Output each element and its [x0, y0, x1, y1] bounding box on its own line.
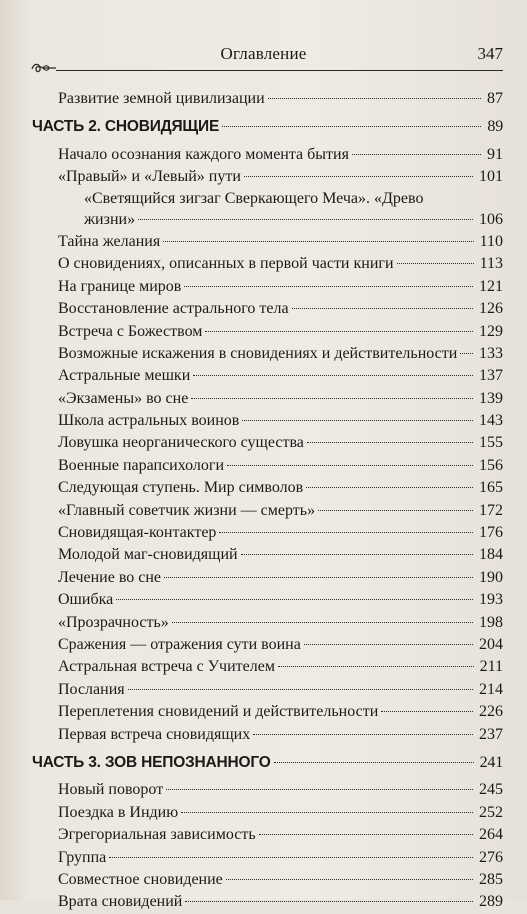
toc-entry-page: 172: [479, 501, 503, 519]
toc-entry: [32, 209, 503, 231]
toc-entry-page: 133: [479, 344, 503, 362]
toc-entry-title: Астральные мешки: [58, 367, 191, 385]
toc-entry-page: 165: [479, 479, 503, 497]
dot-leader: [166, 789, 473, 790]
dot-leader: [172, 622, 473, 623]
toc-entry-page: 139: [479, 389, 503, 407]
toc-entry-title: Совместное сновидение: [58, 870, 223, 888]
page-header: [24, 40, 503, 66]
header-rule: [56, 70, 503, 71]
toc-entry-page: 289: [479, 893, 503, 911]
toc-entry-title: Молодой маг-сновидящий: [58, 546, 238, 564]
toc-entry-page: 198: [479, 613, 503, 631]
dot-leader: [185, 901, 473, 902]
dot-leader: [116, 599, 473, 600]
dot-leader: [278, 666, 474, 667]
toc-entry-page: 190: [479, 568, 503, 586]
toc-entry-page: 285: [479, 870, 503, 888]
toc-entry-page: 91: [487, 145, 503, 163]
toc-entry-page: 193: [479, 591, 503, 609]
toc-entry: [32, 824, 503, 846]
toc-entry: [32, 88, 503, 110]
dot-leader: [181, 812, 473, 813]
dot-leader: [318, 510, 473, 511]
toc-entry-page: 87: [487, 90, 503, 107]
toc-entry: [32, 612, 503, 634]
toc-entry-title: Ловушка неорганического существа: [58, 434, 304, 452]
toc-entry-page: 176: [479, 524, 503, 542]
dot-leader: [304, 644, 473, 645]
toc-entry-title: Группа: [58, 848, 107, 866]
toc-entry-page: 237: [479, 725, 503, 743]
toc-entry-page: 126: [479, 300, 503, 318]
toc-entry-page: 184: [479, 546, 503, 564]
dot-leader: [242, 420, 473, 421]
toc-entry-title: «Правый» и «Левый» пути: [58, 168, 241, 186]
toc-entry: [32, 779, 503, 801]
dot-leader: [128, 689, 473, 690]
toc-entry-page: 245: [479, 781, 503, 799]
toc-entry: [32, 656, 503, 678]
toc-entry-page: 89: [487, 118, 503, 136]
dot-leader: [227, 465, 473, 466]
toc-entry-page: 226: [479, 703, 503, 721]
toc-entry-title: Следующая ступень. Мир символов: [58, 479, 304, 497]
toc-entry-title: Сражения — отражения сути воина: [58, 635, 301, 653]
dot-leader: [163, 241, 473, 242]
toc-entry-page: 156: [479, 456, 503, 474]
toc-entry-page: 137: [479, 367, 503, 385]
toc-entry-page: 264: [479, 826, 503, 844]
toc-entry-title: Встреча с Божеством: [58, 322, 203, 340]
toc-entry-page: 155: [479, 434, 503, 452]
toc-entry: [32, 253, 503, 275]
toc-entry: [32, 189, 503, 209]
toc-entry: [32, 522, 503, 544]
toc-entry: [32, 231, 503, 253]
dot-leader: [205, 331, 473, 332]
toc-entry: [32, 477, 503, 499]
toc-entry-title: Сновидящая-контактер: [58, 524, 217, 542]
toc-entry-title: Поездка в Индию: [58, 803, 179, 821]
dot-leader: [292, 308, 473, 309]
toc-entry: [32, 432, 503, 454]
toc-entry-page: 211: [479, 658, 503, 676]
toc-entry: [32, 321, 503, 343]
toc-entry-page: 106: [479, 210, 503, 228]
toc-entry: [32, 544, 503, 566]
toc-entry-title: Начало осознания каждого момента бытия: [58, 145, 349, 163]
toc-entry-page: 121: [479, 277, 503, 295]
dot-leader: [381, 711, 473, 712]
dot-leader: [244, 176, 473, 177]
toc-entry-title: «Прозрачность»: [58, 613, 169, 631]
dot-leader: [274, 762, 474, 763]
toc-entry-title: Восстановление астрального тела: [58, 300, 289, 318]
toc-entry-title: На границе миров: [58, 277, 182, 295]
toc-entry: [32, 388, 503, 410]
toc-entry: [32, 589, 503, 611]
toc-entry-title: «Экзамены» во сне: [58, 389, 189, 407]
toc-part-heading: [32, 752, 503, 774]
toc-entry-page: 214: [479, 680, 503, 698]
toc-entry-page: 204: [479, 635, 503, 653]
toc-entry: [32, 410, 503, 432]
dot-leader: [219, 532, 473, 533]
toc-entry: [32, 869, 503, 891]
toc-entry-title: Первая встреча сновидящих: [58, 725, 251, 743]
toc-entry-title: Астральная встреча с Учителем: [58, 658, 275, 676]
toc-entry-title: Переплетения сновидений и действительности: [58, 703, 379, 721]
toc-part-heading: [32, 116, 503, 138]
toc-entry: [32, 166, 503, 188]
toc-entry-title: Возможные искажения в сновидениях и действительности: [58, 344, 458, 362]
table-of-contents: [32, 88, 503, 914]
toc-entry-title: «Главный советчик жизни — смерть»: [58, 501, 316, 519]
toc-entry-page: 113: [479, 255, 503, 273]
dot-leader: [397, 263, 474, 264]
toc-entry-page: 101: [479, 168, 503, 186]
toc-entry: [32, 276, 503, 298]
toc-entry: [32, 679, 503, 701]
toc-entry: [32, 634, 503, 656]
dot-leader: [222, 126, 481, 127]
dot-leader: [307, 442, 473, 443]
toc-entry: [32, 567, 503, 589]
dot-leader: [138, 219, 473, 220]
toc-entry-page: 110: [479, 232, 503, 250]
toc-entry-page: 241: [479, 753, 503, 771]
dot-leader: [253, 734, 473, 735]
toc-entry: [32, 724, 503, 746]
toc-entry-title: Лечение во сне: [58, 568, 162, 586]
toc-entry-title: Послания: [58, 680, 125, 698]
toc-entry-title: О сновидениях, описанных в первой части книги: [58, 255, 394, 273]
toc-entry: [32, 455, 503, 477]
page-title: Оглавление: [220, 44, 307, 63]
dot-leader: [352, 154, 481, 155]
toc-entry-page: 143: [479, 412, 503, 430]
toc-entry: [32, 847, 503, 869]
toc-entry: [32, 144, 503, 166]
toc-entry-title: Военные парапсихологи: [58, 456, 225, 474]
dot-leader: [191, 398, 473, 399]
dot-leader: [193, 375, 473, 376]
toc-entry: [32, 365, 503, 387]
dot-leader: [109, 857, 473, 858]
toc-entry: [32, 802, 503, 824]
toc-entry-title: жизни»: [84, 210, 136, 228]
toc-entry: [32, 343, 503, 365]
toc-entry-title: Врата сновидений: [58, 893, 183, 911]
toc-entry-page: 252: [479, 803, 503, 821]
toc-entry-title: Новый поворот: [58, 781, 164, 799]
toc-entry-title: Школа астральных воинов: [58, 412, 240, 430]
toc-entry: [32, 500, 503, 522]
toc-entry-title: Тайна желания: [58, 232, 161, 250]
toc-entry: [32, 891, 503, 913]
toc-entry-page: 129: [479, 322, 503, 340]
dot-leader: [306, 487, 473, 488]
toc-entry-title: Эгрегориальная зависимость: [58, 826, 256, 844]
toc-entry-title: Ошибка: [58, 591, 114, 609]
toc-entry-title: «Светящийся зигзаг Сверкающего Меча». «Древо: [84, 189, 424, 207]
dot-leader: [241, 554, 473, 555]
toc-entry: [32, 701, 503, 723]
dot-leader: [226, 879, 473, 880]
toc-entry: [32, 298, 503, 320]
dot-leader: [259, 834, 473, 835]
dot-leader: [164, 577, 473, 578]
dot-leader: [460, 353, 473, 354]
dot-leader: [184, 286, 473, 287]
dot-leader: [268, 98, 481, 99]
toc-entry-title: Развитие земной цивилизации: [58, 90, 265, 107]
toc-entry-title: ЧАСТЬ 3. ЗОВ НЕПОЗНАННОГО: [32, 753, 271, 771]
page-number: 347: [477, 44, 503, 63]
toc-entry-title: ЧАСТЬ 2. СНОВИДЯЩИЕ: [32, 118, 220, 136]
toc-entry-page: 276: [479, 848, 503, 866]
